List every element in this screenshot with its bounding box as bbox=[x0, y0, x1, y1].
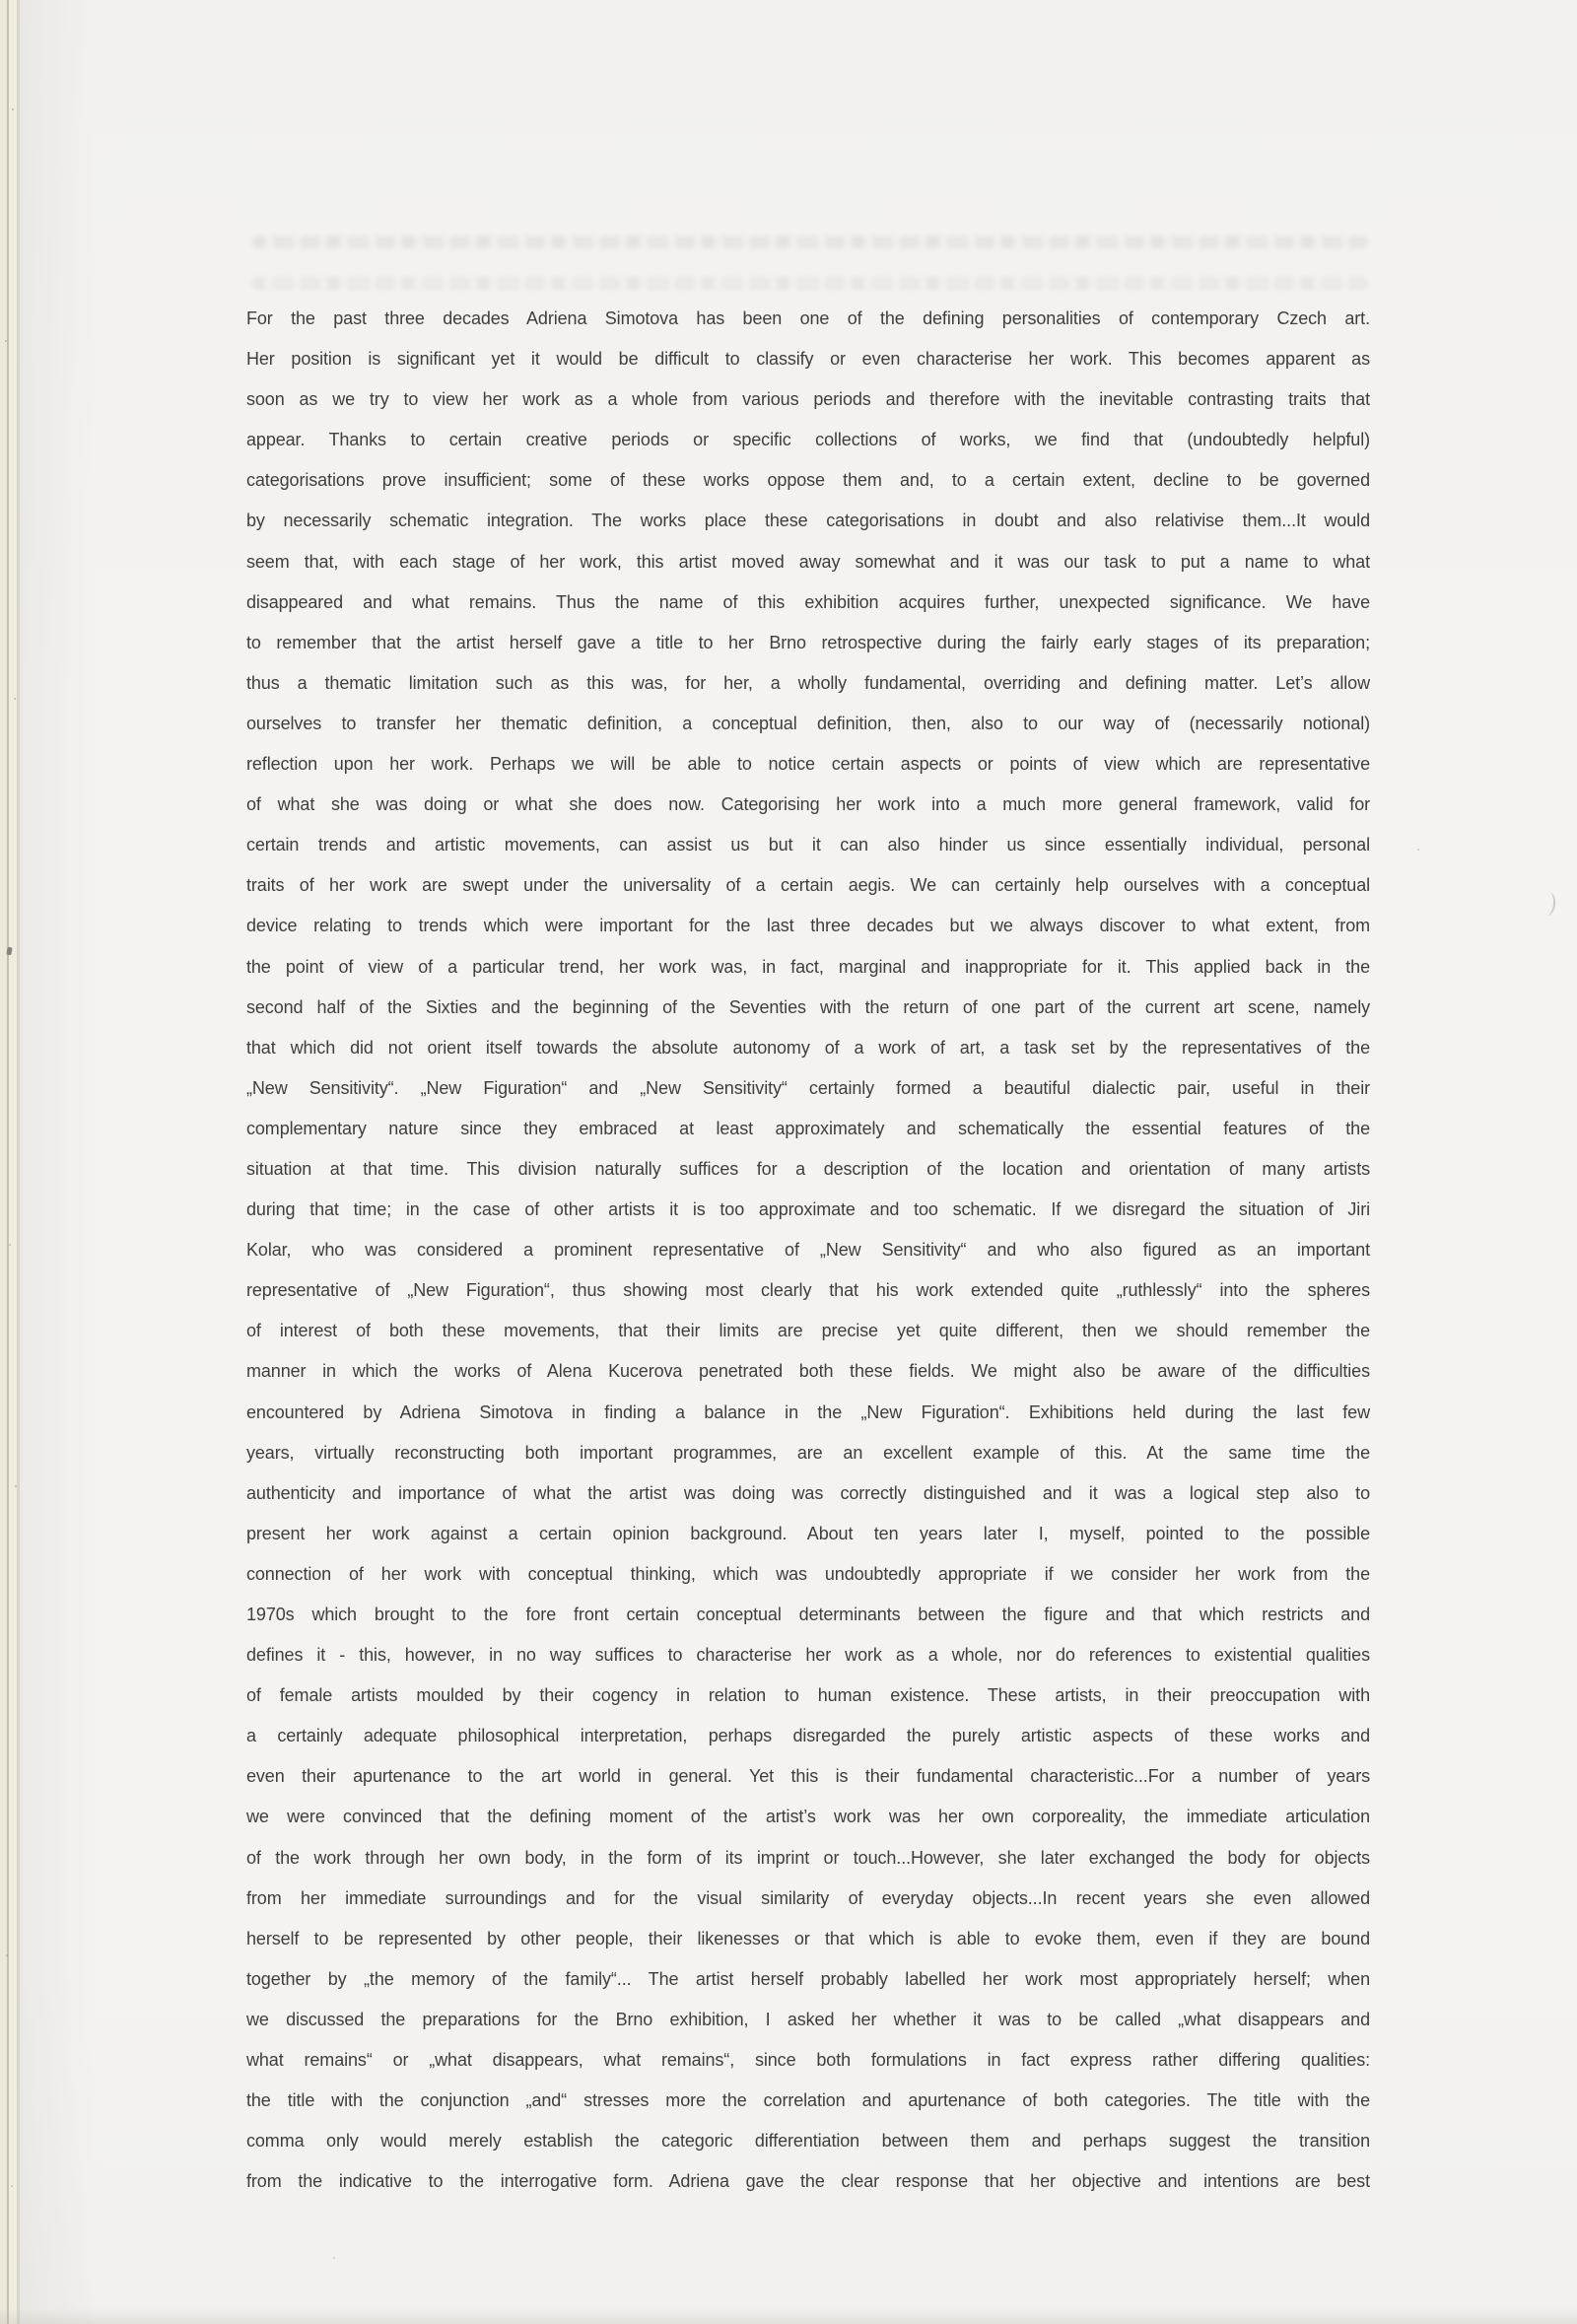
text-line: seem that, with each stage of her work, this artist moved away somewhat and it was our task to put a name to what bbox=[246, 551, 1370, 572]
paper-noise-specks bbox=[0, 0, 2, 2]
text-line: the point of view of a particular trend, her work was, in fact, marginal and inappropriate for it. This applied back in the bbox=[246, 956, 1370, 977]
text-line: we discussed the preparations for the Brno exhibition, I asked her whether it was to be called „what disappears and bbox=[246, 2009, 1370, 2029]
text-line: we were convinced that the defining moment of the artist’s work was her own corporeality, the immediate articulation bbox=[246, 1807, 1370, 1827]
text-line: „New Sensitivity“. „New Figuration“ and „New Sensitivity“ certainly formed a beautiful dialectic pair, useful in their bbox=[246, 1077, 1370, 1098]
text-line: that which did not orient itself towards the absolute autonomy of a work of art, a task set by the representatives of the bbox=[246, 1037, 1370, 1058]
text-line: to remember that the artist herself gave a title to her Brno retrospective during the fairly early stages of its preparation; bbox=[246, 632, 1370, 652]
margin-pencil-mark bbox=[1540, 891, 1556, 916]
text-line: soon as we try to view her work as a whole from various periods and therefore with the inevitable contrasting traits that bbox=[246, 389, 1370, 410]
text-line: encountered by Adriena Simotova in finding a balance in the „New Figuration“. Exhibitions held during the last few bbox=[246, 1401, 1370, 1422]
text-line: the title with the conjunction „and“ stresses more the correlation and apurtenance of both categories. The title with the bbox=[246, 2090, 1370, 2111]
text-line: complementary nature since they embraced at least approximately and schematically the essential features of the bbox=[246, 1118, 1370, 1138]
text-line: of female artists moulded by their cogency in relation to human existence. These artists, in their preoccupation with bbox=[246, 1685, 1370, 1706]
text-line: appear. Thanks to certain creative periods or specific collections of works, we find that (undoubtedly helpful) bbox=[246, 430, 1370, 450]
ghost-text-showthrough-line bbox=[252, 236, 1368, 248]
text-line: device relating to trends which were important for the last three decades but we always discover to what extent, from bbox=[246, 916, 1370, 936]
page-bottom-edge bbox=[0, 2308, 1577, 2324]
text-line: a certainly adequate philosophical interpretation, perhaps disregarded the purely artistic aspects of these works and bbox=[246, 1726, 1370, 1746]
text-line: representative of „New Figuration“, thus showing most clearly that his work extended quite „ruthlessly“ into the spheres bbox=[246, 1280, 1370, 1301]
text-line: second half of the Sixties and the beginning of the Seventies with the return of one part of the current art scene, namely bbox=[246, 996, 1370, 1017]
text-line: years, virtually reconstructing both important programmes, are an excellent example of this. At the same time the bbox=[246, 1442, 1370, 1463]
text-line: by necessarily schematic integration. The works place these categorisations in doubt and also relativise them...It would bbox=[246, 511, 1370, 531]
text-line: herself to be represented by other people, their likenesses or that which is able to evoke them, even if they are bound bbox=[246, 1928, 1370, 1948]
text-line: of interest of both these movements, that their limits are precise yet quite different, then we should remember the bbox=[246, 1321, 1370, 1341]
text-line: Kolar, who was considered a prominent representative of „New Sensitivity“ and who also figured as an important bbox=[246, 1240, 1370, 1261]
text-line: authenticity and importance of what the artist was doing was correctly distinguished and it was a logical step also to bbox=[246, 1482, 1370, 1503]
text-line: traits of her work are swept under the universality of a certain aegis. We can certainly help ourselves with a conceptual bbox=[246, 875, 1370, 896]
body-text-paragraph bbox=[246, 299, 1370, 2202]
text-line: of what she was doing or what she does now. Categorising her work into a much more general framework, valid for bbox=[246, 794, 1370, 815]
text-line: from the indicative to the interrogative form. Adriena gave the clear response that her objective and intentions are best bbox=[246, 2171, 1370, 2192]
text-line: certain trends and artistic movements, can assist us but it can also hinder us since essentially individual, personal bbox=[246, 835, 1370, 855]
text-line: together by „the memory of the family“... The artist herself probably labelled her work most appropriately herself; when bbox=[246, 1968, 1370, 1989]
text-line: disappeared and what remains. Thus the name of this exhibition acquires further, unexpected significance. We have bbox=[246, 591, 1370, 612]
text-line: ourselves to transfer her thematic definition, a conceptual definition, then, also to our way of (necessarily notional) bbox=[246, 713, 1370, 733]
text-line: present her work against a certain opinion background. About ten years later I, myself, pointed to the possible bbox=[246, 1523, 1370, 1543]
text-line: situation at that time. This division naturally suffices for a description of the location and orientation of many artists bbox=[246, 1158, 1370, 1179]
text-line: For the past three decades Adriena Simotova has been one of the defining personalities of contemporary Czech art. bbox=[246, 308, 1370, 328]
text-line: defines it - this, however, in no way suffices to characterise her work as a whole, nor do references to existential qualities bbox=[246, 1645, 1370, 1666]
text-line: reflection upon her work. Perhaps we will be able to notice certain aspects or points of view which are representative bbox=[246, 754, 1370, 775]
book-binding-edge bbox=[0, 0, 20, 2324]
text-line: of the work through her own body, in the form of its imprint or touch...However, she later exchanged the body for objects bbox=[246, 1847, 1370, 1868]
text-line: even their apurtenance to the art world in general. Yet this is their fundamental characteristic...For a number of years bbox=[246, 1766, 1370, 1787]
text-line: 1970s which brought to the fore front certain conceptual determinants between the figure and that which restricts and bbox=[246, 1605, 1370, 1624]
text-line: from her immediate surroundings and for the visual similarity of everyday objects...In recent years she even allowed bbox=[246, 1887, 1370, 1908]
text-line: Her position is significant yet it would be difficult to classify or even characterise her work. This becomes apparent as bbox=[246, 349, 1370, 370]
text-line: comma only would merely establish the categoric differentiation between them and perhaps suggest the transition bbox=[246, 2131, 1370, 2152]
text-line: what remains“ or „what disappears, what remains“, since both formulations in fact express rather differing qualities: bbox=[246, 2050, 1370, 2071]
text-line: manner in which the works of Alena Kucerova penetrated both these fields. We might also be aware of the difficulties bbox=[246, 1361, 1370, 1382]
ghost-text-showthrough-line bbox=[252, 277, 1368, 290]
text-line: during that time; in the case of other artists it is too approximate and too schematic. If we disregard the situation of Jiri bbox=[246, 1199, 1370, 1220]
text-line: thus a thematic limitation such as this was, for her, a wholly fundamental, overriding and defining matter. Let’s allow bbox=[246, 672, 1370, 693]
text-line: categorisations prove insufficient; some of these works oppose them and, to a certain extent, decline to be governed bbox=[246, 470, 1370, 491]
page-inner-shadow bbox=[20, 0, 99, 2324]
text-line: connection of her work with conceptual thinking, which was undoubtedly appropriate if we consider her work from the bbox=[246, 1563, 1370, 1584]
